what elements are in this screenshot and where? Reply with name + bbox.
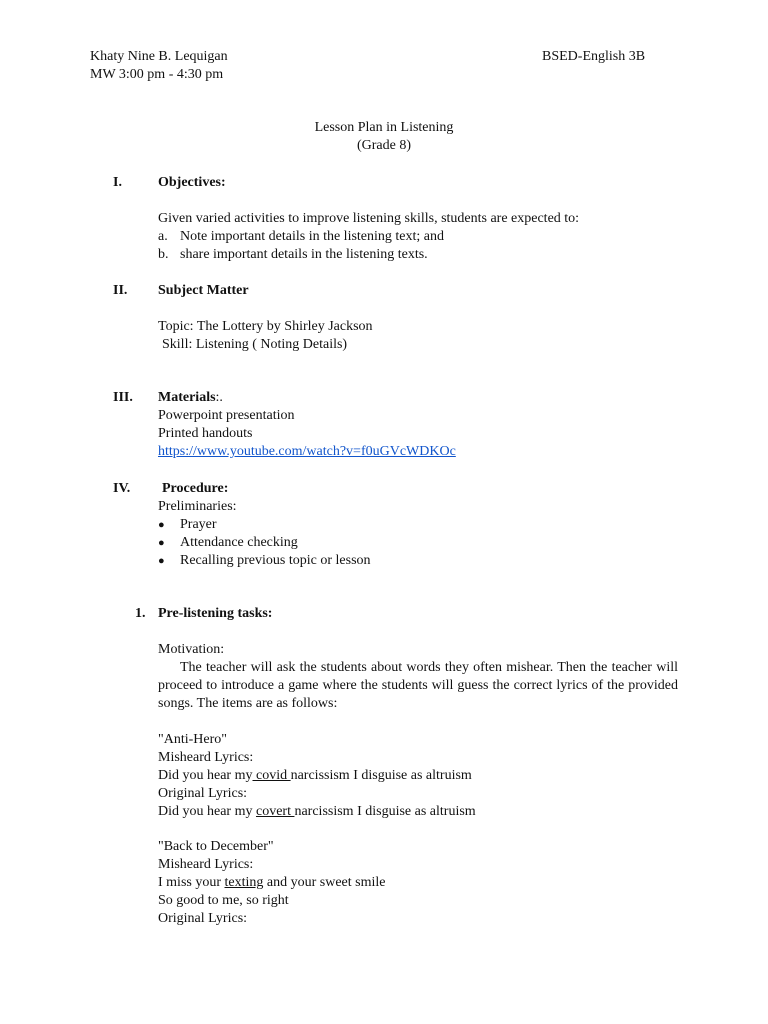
misheard-label: Misheard Lyrics:: [158, 857, 254, 872]
subsection-heading-pre-listening: Pre-listening tasks:: [158, 606, 273, 621]
song-title: "Back to December": [158, 839, 274, 854]
topic-line: Topic: The Lottery by Shirley Jackson: [158, 319, 373, 334]
original-word: covert: [255, 804, 295, 819]
lyric-text: narcissism I disguise as altruism: [290, 768, 472, 783]
original-lyric-line: [158, 803, 476, 821]
author-name: Khaty Nine B. Lequigan: [90, 49, 228, 64]
section-numeral-procedure: IV.: [113, 481, 131, 496]
preliminary-item: Attendance checking: [180, 535, 298, 550]
song-title: "Anti-Hero": [158, 732, 227, 747]
material-item: Printed handouts: [158, 426, 253, 441]
original-label: Original Lyrics:: [158, 911, 248, 926]
objective-marker-b: b.: [158, 247, 169, 262]
materials-heading-suffix: :.: [215, 390, 223, 405]
section-numeral-subject: II.: [113, 283, 128, 298]
original-label: Original Lyrics:: [158, 786, 248, 801]
materials-heading-text: Materials: [158, 390, 216, 405]
misheard-label: Misheard Lyrics:: [158, 750, 254, 765]
course-section: BSED-English 3B: [542, 49, 646, 64]
preliminary-item: Recalling previous topic or lesson: [180, 553, 371, 568]
material-item: Powerpoint presentation: [158, 408, 295, 423]
objective-marker-a: a.: [158, 229, 168, 244]
grade-level: (Grade 8): [356, 138, 412, 153]
lyric-text: and your sweet smile: [263, 875, 386, 890]
lyric-line: So good to me, so right: [158, 893, 289, 908]
section-heading-materials: [158, 389, 223, 407]
misheard-lyric-line: [158, 874, 385, 892]
motivation-paragraph: The teacher will ask the students about words they often mishear. Then the teacher will proceed to introduce a game where the students will guess the correct lyrics of the provided songs. The items are as follows:: [158, 660, 678, 711]
class-schedule: MW 3:00 pm - 4:30 pm: [90, 67, 224, 82]
section-heading-objectives: Objectives:: [158, 175, 226, 190]
bullet-icon: ●: [158, 555, 165, 567]
lyric-text: I miss your: [158, 875, 225, 890]
misheard-word: covid: [252, 768, 291, 783]
objective-item-b: share important details in the listening texts.: [180, 247, 428, 262]
objectives-intro: Given varied activities to improve listening skills, students are expected to:: [158, 211, 580, 226]
misheard-lyric-line: [158, 767, 472, 785]
youtube-link[interactable]: https://www.youtube.com/watch?v=f0uGVcWDKOc: [158, 444, 456, 459]
preliminaries-label: Preliminaries:: [158, 499, 237, 514]
section-heading-subject: Subject Matter: [158, 283, 249, 298]
section-numeral-objectives: I.: [113, 175, 122, 190]
lyric-text: Did you hear my: [158, 804, 256, 819]
lyric-text: Did you hear my: [158, 768, 253, 783]
lyric-text: narcissism I disguise as altruism: [294, 804, 476, 819]
document-title: Lesson Plan in Listening: [314, 120, 454, 135]
preliminary-item: Prayer: [180, 517, 217, 532]
bullet-icon: ●: [158, 519, 165, 531]
motivation-label: Motivation:: [158, 642, 225, 657]
subsection-number-pre-listening: 1.: [135, 606, 146, 621]
section-heading-procedure: Procedure:: [162, 481, 229, 496]
misheard-word: texting: [224, 875, 264, 890]
objective-item-a: Note important details in the listening text; and: [180, 229, 445, 244]
section-numeral-materials: III.: [113, 390, 133, 405]
skill-line: Skill: Listening ( Noting Details): [162, 337, 348, 352]
bullet-icon: ●: [158, 537, 165, 549]
